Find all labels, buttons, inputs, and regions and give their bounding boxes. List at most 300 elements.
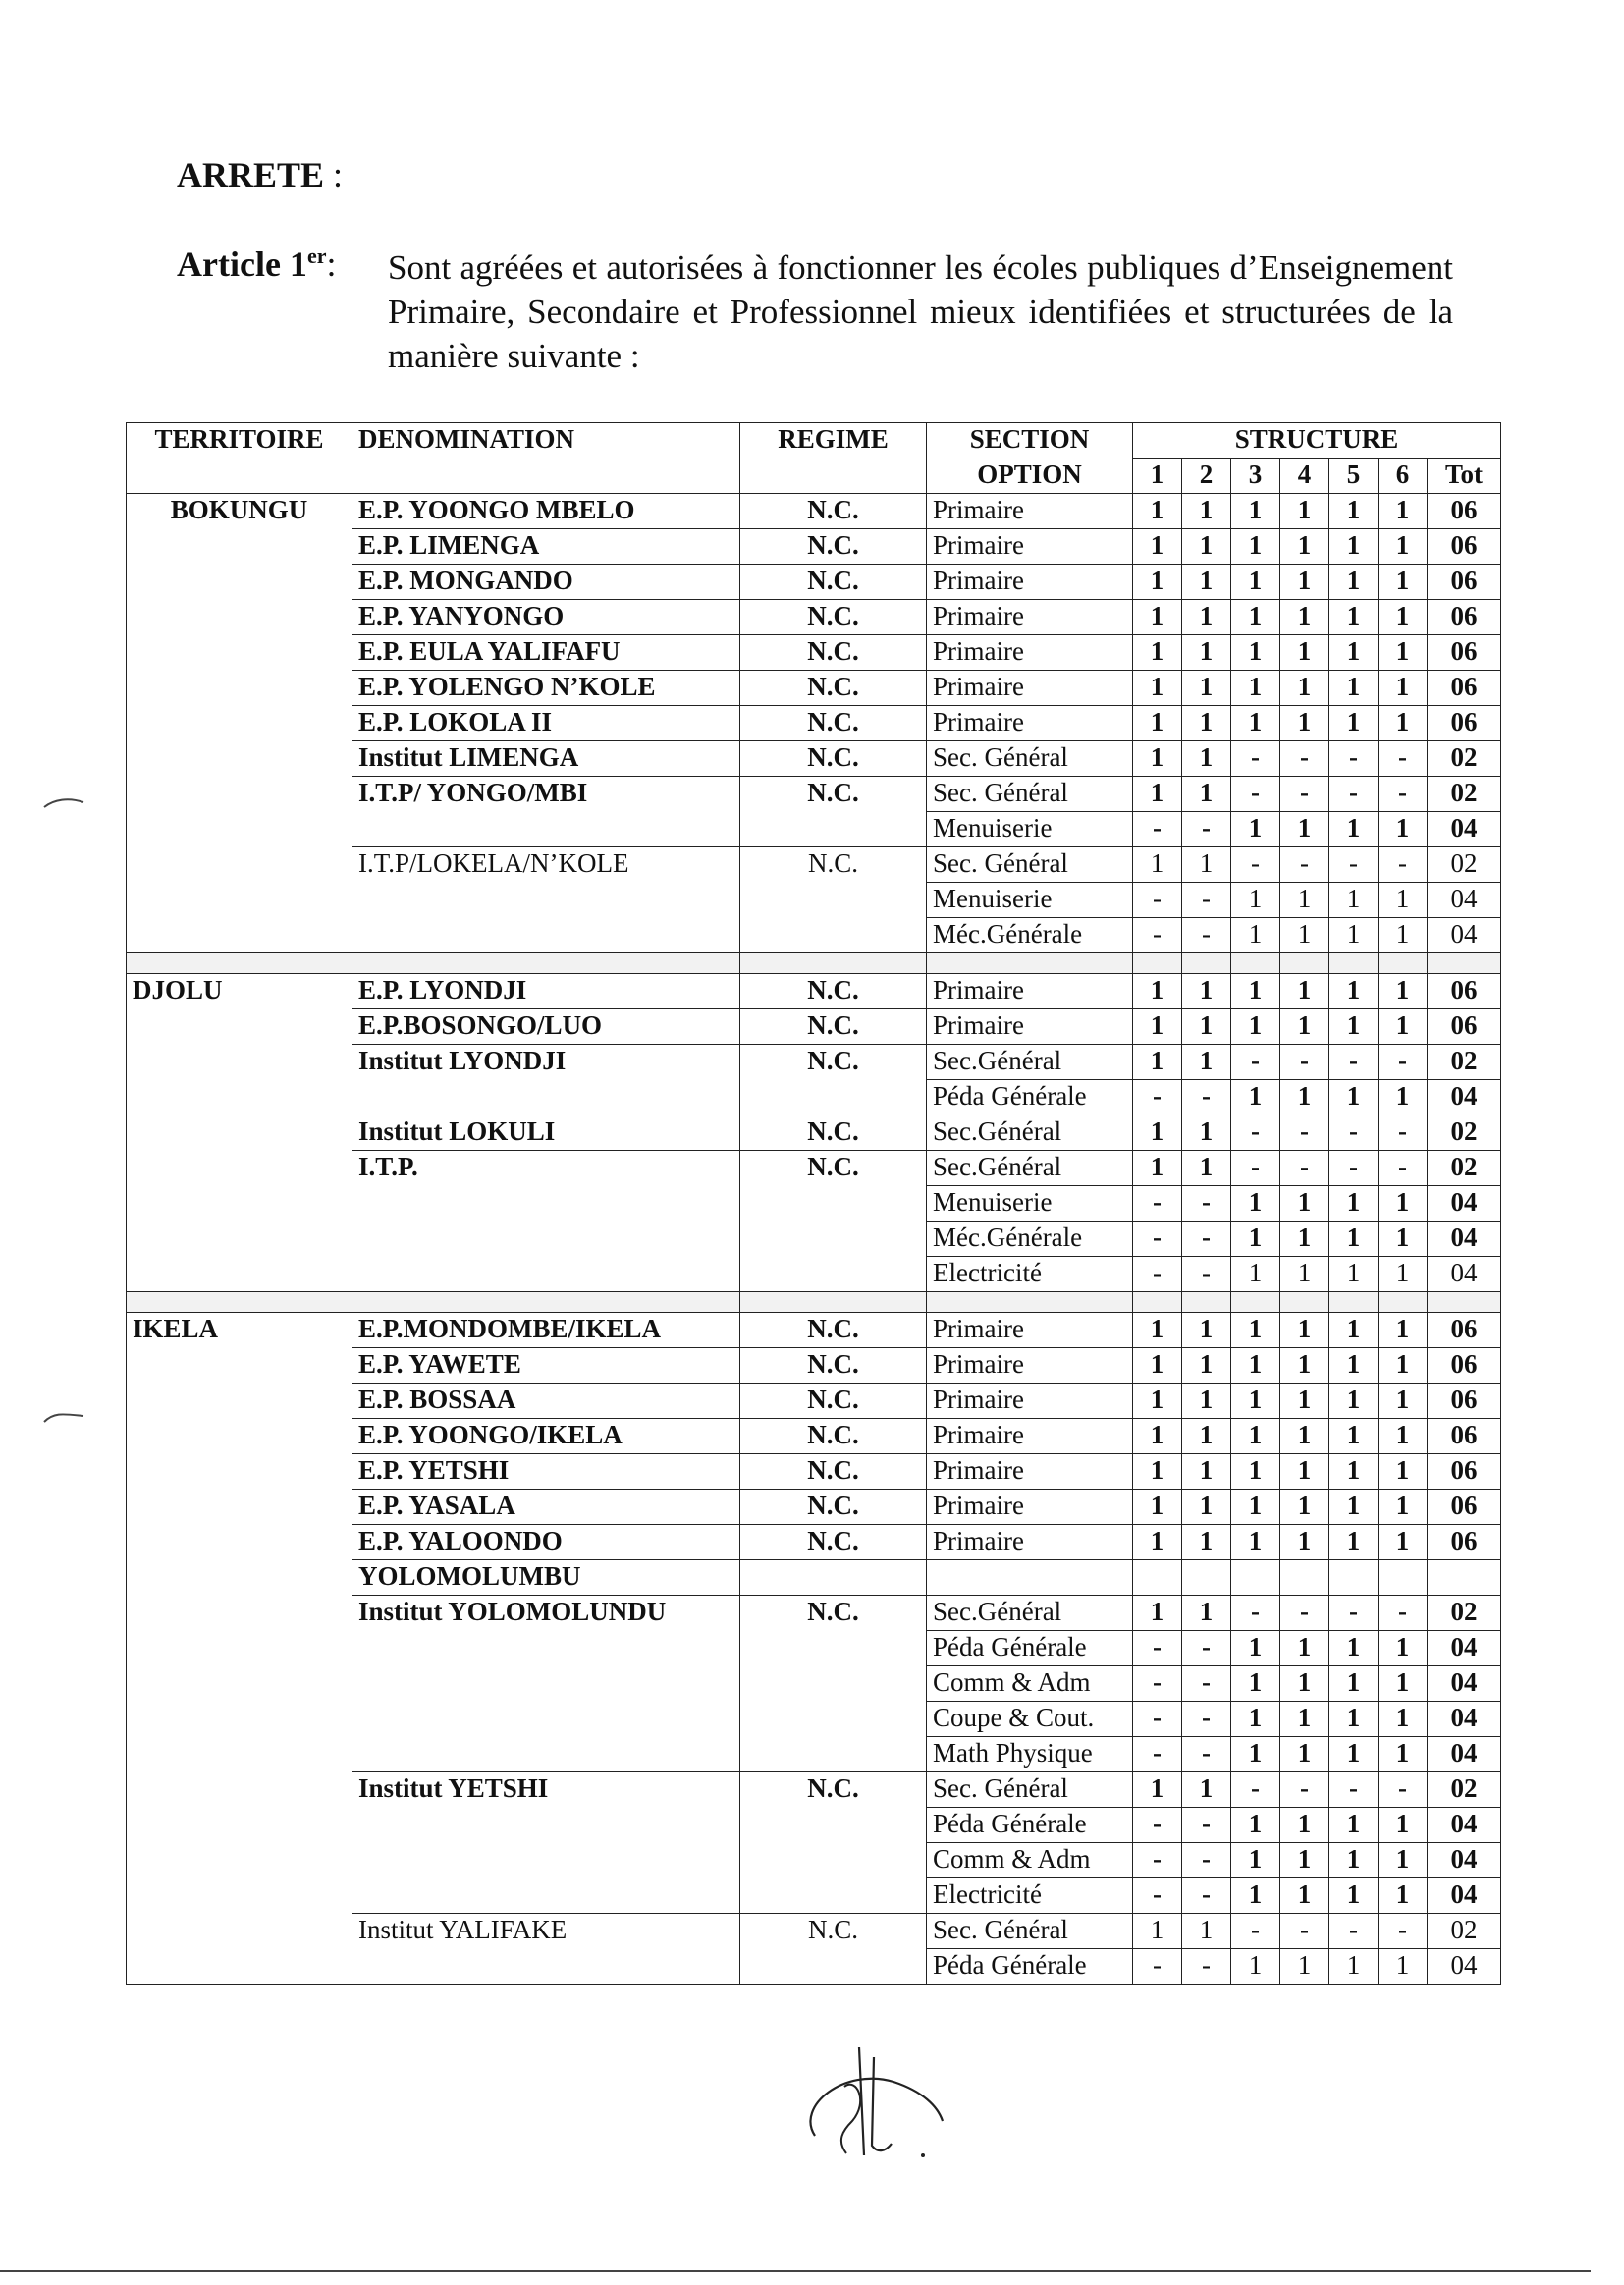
denomination-cell <box>352 1702 740 1737</box>
year-5-cell: 1 <box>1329 494 1379 529</box>
regime-cell: N.C. <box>740 1045 927 1080</box>
separator-cell <box>1280 953 1329 974</box>
year-2-cell: - <box>1182 812 1231 847</box>
section-cell: Primaire <box>927 974 1133 1009</box>
denomination-cell: E.P. YAWETE <box>352 1348 740 1384</box>
year-1-cell: - <box>1133 1186 1182 1222</box>
year-6-cell: - <box>1379 1151 1428 1186</box>
total-cell: 06 <box>1428 494 1501 529</box>
year-2-cell: 1 <box>1182 1525 1231 1560</box>
regime-cell: N.C. <box>740 1914 927 1949</box>
separator-cell <box>127 953 352 974</box>
regime-cell <box>740 812 927 847</box>
year-2-cell: - <box>1182 1702 1231 1737</box>
denomination-cell <box>352 1808 740 1843</box>
denomination-cell <box>352 883 740 918</box>
section-cell: Sec.Général <box>927 1115 1133 1151</box>
year-2-cell: 1 <box>1182 974 1231 1009</box>
year-4-cell: 1 <box>1280 1257 1329 1292</box>
year-1-cell: - <box>1133 1808 1182 1843</box>
arrete-heading <box>177 154 343 195</box>
denomination-cell: Institut YETSHI <box>352 1772 740 1808</box>
year-2-cell: 1 <box>1182 1772 1231 1808</box>
separator-cell <box>1379 1292 1428 1313</box>
total-cell: 06 <box>1428 635 1501 671</box>
year-5-cell: 1 <box>1329 1702 1379 1737</box>
year-1-cell: 1 <box>1133 1490 1182 1525</box>
section-cell: Comm & Adm <box>927 1843 1133 1878</box>
year-4-cell: 1 <box>1280 600 1329 635</box>
year-3-cell: - <box>1231 1596 1280 1631</box>
table-row <box>127 974 1501 1009</box>
year-2-cell: - <box>1182 1631 1231 1666</box>
year-3-cell: 1 <box>1231 600 1280 635</box>
total-cell: 04 <box>1428 1702 1501 1737</box>
regime-cell <box>740 1666 927 1702</box>
total-cell: 02 <box>1428 1772 1501 1808</box>
denomination-cell: E.P. YETSHI <box>352 1454 740 1490</box>
separator-cell <box>740 953 927 974</box>
year-2-cell: - <box>1182 1808 1231 1843</box>
year-2-cell: 1 <box>1182 671 1231 706</box>
section-cell: Menuiserie <box>927 883 1133 918</box>
section-cell: Péda Générale <box>927 1631 1133 1666</box>
regime-cell <box>740 1631 927 1666</box>
year-4-cell: - <box>1280 1115 1329 1151</box>
year-1-cell: 1 <box>1133 974 1182 1009</box>
article-label <box>177 244 336 285</box>
denomination-cell: E.P. YOONGO/IKELA <box>352 1419 740 1454</box>
article-body: Sont agréées et autorisées à fonctionner les écoles publiques d’Enseignement Primaire, Secondaire et Professionnel mieux identifiées et structurées de la manière suivante : <box>388 248 1453 375</box>
year-4-cell: 1 <box>1280 1186 1329 1222</box>
year-4-cell: 1 <box>1280 1490 1329 1525</box>
separator-cell <box>1280 1292 1329 1313</box>
denomination-cell: E.P.MONDOMBE/IKELA <box>352 1313 740 1348</box>
year-6-cell: 1 <box>1379 1702 1428 1737</box>
total-cell: 06 <box>1428 1525 1501 1560</box>
total-cell: 04 <box>1428 1222 1501 1257</box>
separator-cell <box>1329 953 1379 974</box>
year-5-cell: 1 <box>1329 1222 1379 1257</box>
separator-cell <box>1231 953 1280 974</box>
year-4-cell: 1 <box>1280 1222 1329 1257</box>
year-5-cell: 1 <box>1329 1384 1379 1419</box>
year-1-cell: 1 <box>1133 600 1182 635</box>
year-4-cell: 1 <box>1280 529 1329 565</box>
regime-cell: N.C. <box>740 1454 927 1490</box>
year-1-cell: - <box>1133 812 1182 847</box>
year-4-cell: 1 <box>1280 1702 1329 1737</box>
year-6-cell: 1 <box>1379 1808 1428 1843</box>
year-1-cell: - <box>1133 883 1182 918</box>
year-3-cell: - <box>1231 847 1280 883</box>
denomination-cell <box>352 1222 740 1257</box>
year-4-cell: 1 <box>1280 1949 1329 1985</box>
total-cell: 02 <box>1428 741 1501 777</box>
year-2-cell: 1 <box>1182 635 1231 671</box>
year-1-cell: 1 <box>1133 741 1182 777</box>
regime-cell <box>740 1737 927 1772</box>
total-cell: 04 <box>1428 1878 1501 1914</box>
total-cell: 04 <box>1428 1080 1501 1115</box>
year-1-cell: - <box>1133 1737 1182 1772</box>
regime-cell: N.C. <box>740 741 927 777</box>
group-separator-row <box>127 953 1501 974</box>
denomination-cell <box>352 1186 740 1222</box>
year-5-cell <box>1329 1560 1379 1596</box>
section-cell: Primaire <box>927 529 1133 565</box>
year-6-cell: 1 <box>1379 494 1428 529</box>
denomination-cell: I.T.P. <box>352 1151 740 1186</box>
year-3-cell: - <box>1231 741 1280 777</box>
denomination-cell <box>352 918 740 953</box>
total-cell: 06 <box>1428 1009 1501 1045</box>
total-cell: 06 <box>1428 1454 1501 1490</box>
year-5-cell: - <box>1329 1596 1379 1631</box>
denomination-cell <box>352 1080 740 1115</box>
year-1-cell: - <box>1133 1666 1182 1702</box>
section-cell: Péda Générale <box>927 1808 1133 1843</box>
year-3-cell: 1 <box>1231 529 1280 565</box>
year-4-cell: 1 <box>1280 812 1329 847</box>
separator-cell <box>1133 1292 1182 1313</box>
year-2-cell: - <box>1182 883 1231 918</box>
table-body <box>127 494 1501 1985</box>
year-4-cell <box>1280 1560 1329 1596</box>
denomination-cell: E.P. YOONGO MBELO <box>352 494 740 529</box>
year-5-cell: 1 <box>1329 1878 1379 1914</box>
year-5-cell: 1 <box>1329 1843 1379 1878</box>
denomination-cell <box>352 1737 740 1772</box>
regime-cell <box>740 1186 927 1222</box>
regime-cell <box>740 1080 927 1115</box>
separator-cell <box>1182 953 1231 974</box>
section-cell: Sec. Général <box>927 1772 1133 1808</box>
section-cell: Méc.Générale <box>927 918 1133 953</box>
year-3-cell: - <box>1231 777 1280 812</box>
separator-cell <box>352 1292 740 1313</box>
total-cell: 06 <box>1428 565 1501 600</box>
regime-cell: N.C. <box>740 1772 927 1808</box>
year-1-cell: 1 <box>1133 671 1182 706</box>
year-4-cell: 1 <box>1280 1525 1329 1560</box>
year-2-cell: 1 <box>1182 1009 1231 1045</box>
separator-cell <box>927 953 1133 974</box>
section-cell: Primaire <box>927 671 1133 706</box>
section-cell: Sec. Général <box>927 1914 1133 1949</box>
regime-cell: N.C. <box>740 635 927 671</box>
total-cell: 02 <box>1428 777 1501 812</box>
year-6-cell: 1 <box>1379 1348 1428 1384</box>
year-3-cell: 1 <box>1231 1384 1280 1419</box>
header-structure: STRUCTURE <box>1133 423 1501 459</box>
year-6-cell: 1 <box>1379 529 1428 565</box>
year-5-cell: 1 <box>1329 1525 1379 1560</box>
section-cell: Comm & Adm <box>927 1666 1133 1702</box>
year-4-cell: 1 <box>1280 1666 1329 1702</box>
denomination-cell: YOLOMOLUMBU <box>352 1560 740 1596</box>
territory-cell: DJOLU <box>127 974 352 1292</box>
margin-mark <box>39 788 88 817</box>
regime-cell <box>740 1808 927 1843</box>
denomination-cell: Institut YOLOMOLUNDU <box>352 1596 740 1631</box>
year-4-cell: - <box>1280 847 1329 883</box>
year-2-cell: 1 <box>1182 1151 1231 1186</box>
denomination-cell: E.P. YOLENGO N’KOLE <box>352 671 740 706</box>
section-cell: Menuiserie <box>927 1186 1133 1222</box>
year-2-cell: 1 <box>1182 1454 1231 1490</box>
year-1-cell: 1 <box>1133 494 1182 529</box>
year-2-cell: - <box>1182 1737 1231 1772</box>
year-2-cell: 1 <box>1182 529 1231 565</box>
section-cell: Péda Générale <box>927 1949 1133 1985</box>
year-2-cell: 1 <box>1182 1045 1231 1080</box>
regime-cell: N.C. <box>740 600 927 635</box>
year-4-cell: 1 <box>1280 635 1329 671</box>
year-1-cell: 1 <box>1133 1009 1182 1045</box>
year-2-cell: 1 <box>1182 741 1231 777</box>
year-3-cell: 1 <box>1231 812 1280 847</box>
year-1-cell: - <box>1133 1949 1182 1985</box>
year-6-cell: 1 <box>1379 1419 1428 1454</box>
year-2-cell <box>1182 1560 1231 1596</box>
arrete-heading-text: ARRETE <box>177 155 325 194</box>
header-col-4: 4 <box>1280 459 1329 494</box>
year-4-cell: 1 <box>1280 883 1329 918</box>
year-2-cell: 1 <box>1182 1596 1231 1631</box>
year-5-cell: 1 <box>1329 1808 1379 1843</box>
article-label-sup: er <box>306 244 327 268</box>
total-cell: 06 <box>1428 706 1501 741</box>
territory-cell: BOKUNGU <box>127 494 352 953</box>
total-cell: 06 <box>1428 529 1501 565</box>
separator-cell <box>1428 953 1501 974</box>
table-row <box>127 494 1501 529</box>
territory-cell: IKELA <box>127 1313 352 1985</box>
year-6-cell: 1 <box>1379 1009 1428 1045</box>
year-4-cell: 1 <box>1280 918 1329 953</box>
regime-cell: N.C. <box>740 847 927 883</box>
year-5-cell: 1 <box>1329 1257 1379 1292</box>
section-cell: Sec.Général <box>927 1596 1133 1631</box>
header-col-5: 5 <box>1329 459 1379 494</box>
year-6-cell: 1 <box>1379 1666 1428 1702</box>
year-3-cell: 1 <box>1231 883 1280 918</box>
handwritten-signature <box>776 2028 972 2175</box>
year-4-cell: 1 <box>1280 494 1329 529</box>
year-1-cell: 1 <box>1133 1151 1182 1186</box>
total-cell: 06 <box>1428 1348 1501 1384</box>
year-6-cell: - <box>1379 847 1428 883</box>
year-5-cell: - <box>1329 1045 1379 1080</box>
year-6-cell: - <box>1379 1115 1428 1151</box>
separator-cell <box>1428 1292 1501 1313</box>
section-cell: Primaire <box>927 1384 1133 1419</box>
year-3-cell: 1 <box>1231 1186 1280 1222</box>
year-5-cell: 1 <box>1329 883 1379 918</box>
header-territoire: TERRITOIRE <box>127 423 352 494</box>
year-5-cell: 1 <box>1329 1186 1379 1222</box>
denomination-cell: I.T.P/ YONGO/MBI <box>352 777 740 812</box>
year-4-cell: 1 <box>1280 1843 1329 1878</box>
year-6-cell: 1 <box>1379 1257 1428 1292</box>
header-option: OPTION <box>927 459 1133 494</box>
year-4-cell: - <box>1280 777 1329 812</box>
header-col-6: 6 <box>1379 459 1428 494</box>
schools-table <box>126 422 1501 1985</box>
year-5-cell: 1 <box>1329 1348 1379 1384</box>
year-2-cell: 1 <box>1182 1313 1231 1348</box>
year-5-cell: 1 <box>1329 671 1379 706</box>
total-cell <box>1428 1560 1501 1596</box>
year-6-cell: - <box>1379 1772 1428 1808</box>
year-5-cell: 1 <box>1329 565 1379 600</box>
year-3-cell: 1 <box>1231 706 1280 741</box>
year-3-cell: 1 <box>1231 1419 1280 1454</box>
year-2-cell: 1 <box>1182 1384 1231 1419</box>
year-6-cell: 1 <box>1379 1737 1428 1772</box>
section-cell: Primaire <box>927 706 1133 741</box>
year-1-cell: 1 <box>1133 1384 1182 1419</box>
year-5-cell: - <box>1329 777 1379 812</box>
regime-cell: N.C. <box>740 1151 927 1186</box>
year-1-cell: 1 <box>1133 1914 1182 1949</box>
header-denomination: DENOMINATION <box>352 423 740 494</box>
regime-cell: N.C. <box>740 1009 927 1045</box>
section-cell: Primaire <box>927 494 1133 529</box>
regime-cell <box>740 1878 927 1914</box>
header-col-2: 2 <box>1182 459 1231 494</box>
year-2-cell: 1 <box>1182 494 1231 529</box>
year-2-cell: 1 <box>1182 1490 1231 1525</box>
year-2-cell: 1 <box>1182 1914 1231 1949</box>
denomination-cell: E.P. LOKOLA II <box>352 706 740 741</box>
year-1-cell: 1 <box>1133 847 1182 883</box>
year-2-cell: - <box>1182 1186 1231 1222</box>
year-4-cell: - <box>1280 1151 1329 1186</box>
separator-cell <box>1329 1292 1379 1313</box>
section-cell: Primaire <box>927 1348 1133 1384</box>
year-4-cell: 1 <box>1280 1080 1329 1115</box>
year-3-cell: 1 <box>1231 1631 1280 1666</box>
year-4-cell: - <box>1280 1914 1329 1949</box>
year-1-cell: 1 <box>1133 1454 1182 1490</box>
year-6-cell: - <box>1379 1596 1428 1631</box>
year-6-cell: 1 <box>1379 1454 1428 1490</box>
year-3-cell: - <box>1231 1115 1280 1151</box>
year-3-cell: 1 <box>1231 1454 1280 1490</box>
year-6-cell: 1 <box>1379 1313 1428 1348</box>
year-2-cell: 1 <box>1182 600 1231 635</box>
year-4-cell: 1 <box>1280 974 1329 1009</box>
total-cell: 04 <box>1428 1631 1501 1666</box>
section-cell: Coupe & Cout. <box>927 1702 1133 1737</box>
header-section: SECTION <box>927 423 1133 459</box>
denomination-cell <box>352 1949 740 1985</box>
year-2-cell: 1 <box>1182 1419 1231 1454</box>
year-6-cell: 1 <box>1379 600 1428 635</box>
year-3-cell: 1 <box>1231 1080 1280 1115</box>
section-cell: Sec. Général <box>927 777 1133 812</box>
year-3-cell: 1 <box>1231 565 1280 600</box>
year-5-cell: 1 <box>1329 812 1379 847</box>
year-4-cell: 1 <box>1280 1348 1329 1384</box>
section-cell: Primaire <box>927 1419 1133 1454</box>
group-separator-row <box>127 1292 1501 1313</box>
regime-cell: N.C. <box>740 671 927 706</box>
year-3-cell: 1 <box>1231 1348 1280 1384</box>
separator-cell <box>1379 953 1428 974</box>
year-2-cell: 1 <box>1182 777 1231 812</box>
year-3-cell: 1 <box>1231 635 1280 671</box>
year-6-cell: 1 <box>1379 635 1428 671</box>
section-cell <box>927 1560 1133 1596</box>
year-5-cell: 1 <box>1329 1737 1379 1772</box>
year-4-cell: 1 <box>1280 1384 1329 1419</box>
total-cell: 02 <box>1428 1151 1501 1186</box>
header-col-tot: Tot <box>1428 459 1501 494</box>
denomination-cell: E.P. YANYONGO <box>352 600 740 635</box>
year-5-cell: 1 <box>1329 529 1379 565</box>
year-3-cell: 1 <box>1231 918 1280 953</box>
year-4-cell: 1 <box>1280 1808 1329 1843</box>
margin-mark <box>39 1402 88 1432</box>
denomination-cell: E.P. LYONDJI <box>352 974 740 1009</box>
year-3-cell: 1 <box>1231 1949 1280 1985</box>
year-1-cell: 1 <box>1133 529 1182 565</box>
year-5-cell: - <box>1329 1151 1379 1186</box>
year-2-cell: - <box>1182 1843 1231 1878</box>
total-cell: 04 <box>1428 812 1501 847</box>
section-cell: Primaire <box>927 1454 1133 1490</box>
article-label-colon: : <box>326 245 337 284</box>
year-5-cell: - <box>1329 847 1379 883</box>
regime-cell: N.C. <box>740 565 927 600</box>
year-3-cell: 1 <box>1231 1313 1280 1348</box>
total-cell: 06 <box>1428 1419 1501 1454</box>
year-3-cell: 1 <box>1231 1009 1280 1045</box>
year-3-cell: - <box>1231 1045 1280 1080</box>
denomination-cell: E.P. YASALA <box>352 1490 740 1525</box>
total-cell: 04 <box>1428 918 1501 953</box>
year-1-cell: - <box>1133 1257 1182 1292</box>
article-label-text: Article 1 <box>177 245 307 284</box>
section-cell: Primaire <box>927 1009 1133 1045</box>
year-3-cell: 1 <box>1231 1490 1280 1525</box>
year-3-cell: 1 <box>1231 494 1280 529</box>
year-6-cell: 1 <box>1379 1631 1428 1666</box>
year-1-cell: 1 <box>1133 1596 1182 1631</box>
regime-cell <box>740 1702 927 1737</box>
year-5-cell: 1 <box>1329 1666 1379 1702</box>
denomination-cell: Institut LYONDJI <box>352 1045 740 1080</box>
year-3-cell: - <box>1231 1914 1280 1949</box>
total-cell: 04 <box>1428 1257 1501 1292</box>
separator-cell <box>1182 1292 1231 1313</box>
year-6-cell: 1 <box>1379 1490 1428 1525</box>
year-1-cell: - <box>1133 1702 1182 1737</box>
year-5-cell: 1 <box>1329 600 1379 635</box>
separator-cell <box>127 1292 352 1313</box>
year-1-cell: 1 <box>1133 1045 1182 1080</box>
regime-cell <box>740 1560 927 1596</box>
year-2-cell: - <box>1182 1666 1231 1702</box>
year-6-cell: 1 <box>1379 883 1428 918</box>
year-6-cell: 1 <box>1379 1843 1428 1878</box>
year-6-cell: 1 <box>1379 1384 1428 1419</box>
year-5-cell: - <box>1329 1914 1379 1949</box>
table-row <box>127 1313 1501 1348</box>
